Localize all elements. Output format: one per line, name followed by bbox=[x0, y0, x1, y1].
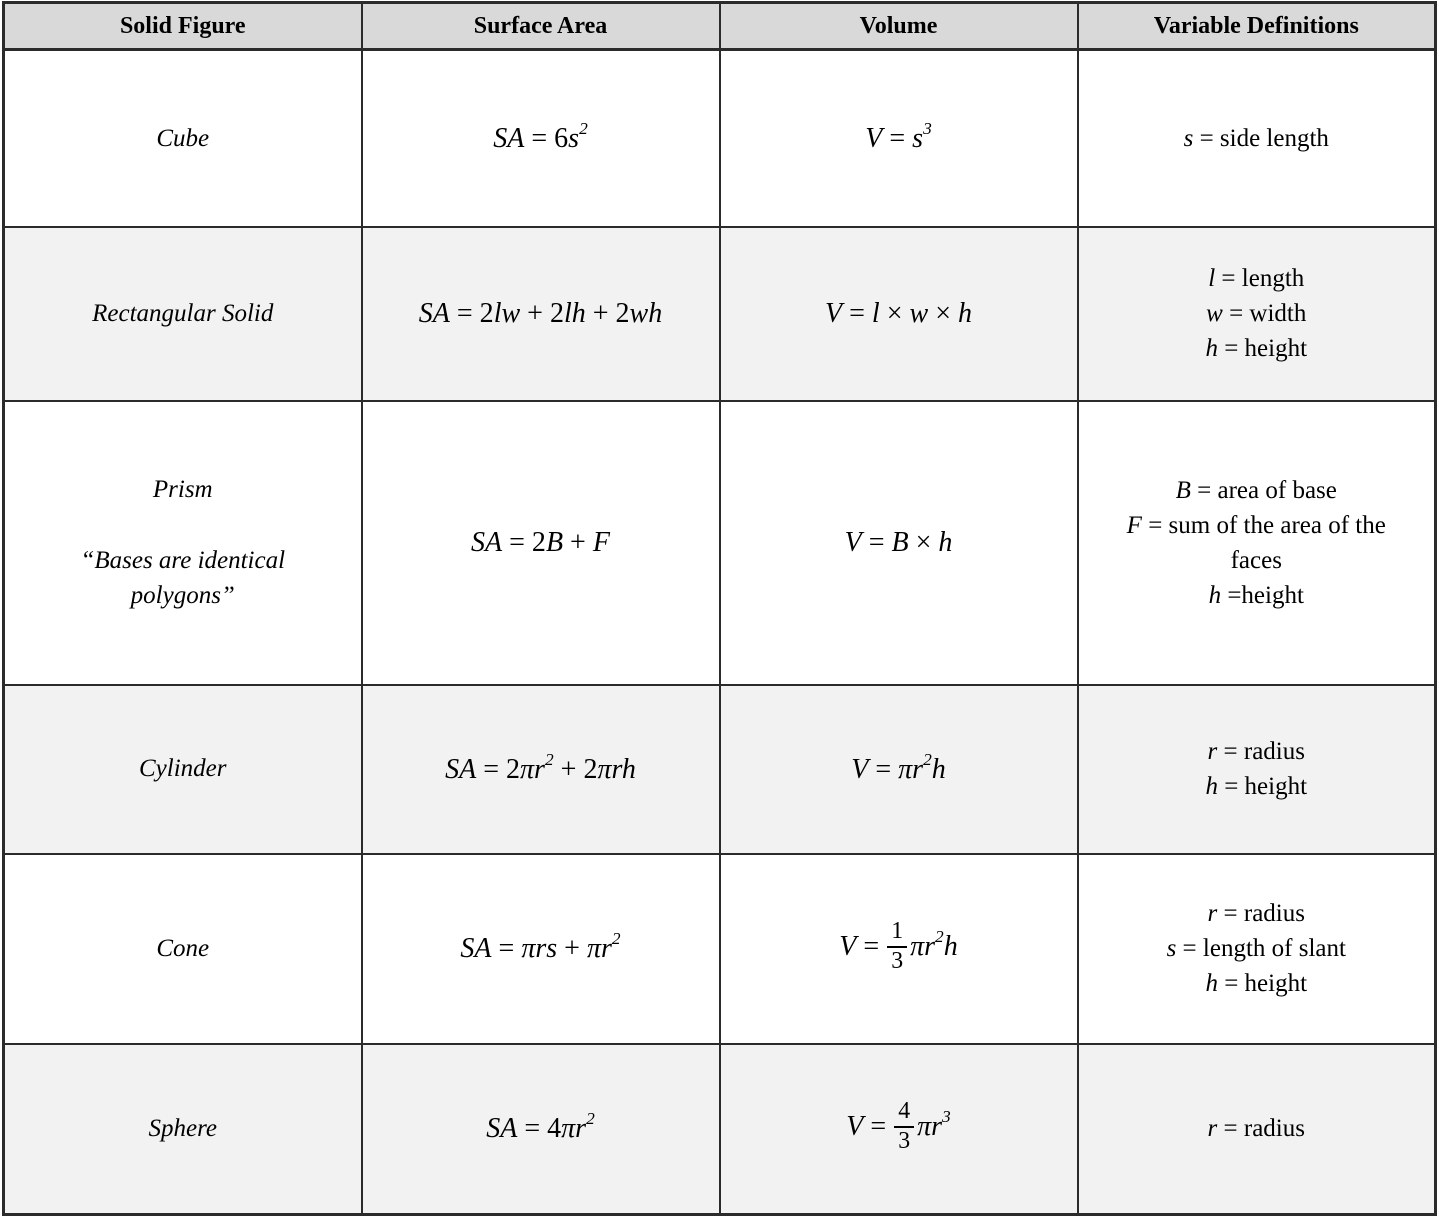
variable-definitions bbox=[1111, 896, 1401, 1001]
math-var: B bbox=[545, 527, 564, 558]
math-text: = height bbox=[1217, 773, 1308, 800]
math-text: = bbox=[882, 122, 913, 154]
math-text: = 4 bbox=[517, 1113, 562, 1145]
math-var: Cone bbox=[156, 934, 210, 962]
cell-surface-area bbox=[362, 854, 720, 1044]
math-var: lh bbox=[563, 298, 586, 329]
math-var: w bbox=[909, 298, 929, 329]
surface-area-formula bbox=[371, 525, 711, 560]
math-var: h bbox=[1205, 335, 1218, 362]
superscript: 2 bbox=[579, 118, 588, 138]
math-var: l bbox=[871, 298, 880, 329]
volume-formula bbox=[729, 920, 1069, 977]
table-row bbox=[4, 685, 1436, 854]
cell-surface-area bbox=[362, 685, 720, 854]
math-var: h bbox=[943, 930, 958, 962]
figure-name bbox=[48, 751, 318, 787]
math-var: SA bbox=[486, 1113, 518, 1145]
variable-definitions bbox=[1111, 1111, 1401, 1146]
superscript: 2 bbox=[586, 1109, 595, 1129]
math-text: + 2 bbox=[520, 298, 564, 329]
math-var: h bbox=[1205, 970, 1218, 997]
math-var: wh bbox=[629, 298, 663, 329]
cell-surface-area bbox=[362, 1044, 720, 1215]
cell-surface-area bbox=[362, 50, 720, 227]
math-text: = bbox=[861, 527, 892, 558]
math-var: πr bbox=[917, 1111, 943, 1143]
math-var: SA bbox=[460, 933, 492, 964]
math-var: h bbox=[957, 298, 972, 329]
math-text: = bbox=[863, 1111, 894, 1143]
fraction: $\frac{1}{3}$ bbox=[887, 918, 907, 975]
surface-area-formula bbox=[371, 931, 711, 966]
cell-volume bbox=[720, 227, 1078, 401]
math-var: B bbox=[891, 527, 909, 558]
cell-definitions bbox=[1078, 227, 1436, 401]
text-line bbox=[48, 751, 318, 787]
math-var: πr bbox=[910, 930, 936, 962]
math-var: SA bbox=[493, 122, 525, 154]
text-line bbox=[48, 1111, 318, 1147]
cell-figure bbox=[4, 50, 362, 227]
math-var: πrs bbox=[521, 933, 558, 964]
table-row bbox=[4, 401, 1436, 685]
cell-figure bbox=[4, 854, 362, 1044]
cell-figure bbox=[4, 227, 362, 401]
math-var: V bbox=[839, 930, 857, 962]
text-line bbox=[1111, 578, 1401, 613]
math-var: V bbox=[851, 753, 869, 785]
math-text: × bbox=[908, 527, 939, 558]
math-var: B bbox=[1175, 476, 1191, 504]
math-text: + 2 bbox=[553, 753, 598, 785]
text-line bbox=[1111, 261, 1401, 296]
math-var: r bbox=[1207, 1115, 1218, 1143]
table-row bbox=[4, 1044, 1436, 1215]
math-var: F bbox=[592, 527, 610, 558]
volume-formula bbox=[729, 118, 1069, 156]
math-var: h bbox=[938, 527, 953, 558]
text-line bbox=[1111, 121, 1401, 156]
math-text: = 2 bbox=[476, 753, 521, 785]
math-var: lw bbox=[493, 298, 521, 329]
text-line bbox=[48, 931, 318, 967]
header-volume: Volume bbox=[720, 3, 1078, 50]
figure-name bbox=[48, 472, 318, 614]
math-var: V bbox=[825, 298, 843, 329]
math-text: = bbox=[491, 933, 522, 964]
surface-area-formula bbox=[371, 1111, 711, 1146]
cell-surface-area bbox=[362, 401, 720, 685]
math-text: = 2 bbox=[502, 527, 546, 558]
cell-figure bbox=[4, 401, 362, 685]
math-var: Cylinder bbox=[139, 755, 227, 783]
math-var: F bbox=[1126, 511, 1142, 539]
header-variable-definitions: Variable Definitions bbox=[1078, 3, 1436, 50]
figure-name bbox=[48, 931, 318, 967]
superscript: 3 bbox=[942, 1107, 951, 1127]
cell-definitions bbox=[1078, 685, 1436, 854]
math-text: = height bbox=[1217, 335, 1308, 362]
volume-formula bbox=[729, 525, 1069, 560]
table-row bbox=[4, 854, 1436, 1044]
cell-definitions bbox=[1078, 854, 1436, 1044]
variable-definitions bbox=[1111, 261, 1401, 366]
math-var: πr bbox=[898, 753, 924, 785]
text-line bbox=[1111, 1111, 1401, 1146]
fraction: $\frac{4}{3}$ bbox=[894, 1098, 914, 1155]
math-var: Sphere bbox=[148, 1115, 217, 1142]
text-line bbox=[1111, 966, 1401, 1001]
math-var: V bbox=[865, 122, 883, 154]
text-line bbox=[48, 507, 318, 543]
cell-volume bbox=[720, 50, 1078, 227]
math-var: r bbox=[1207, 900, 1218, 927]
variable-definitions bbox=[1111, 734, 1401, 804]
math-var: s bbox=[1166, 935, 1177, 962]
cell-definitions bbox=[1078, 401, 1436, 685]
math-text: =height bbox=[1221, 581, 1304, 609]
surface-area-formula bbox=[371, 118, 711, 156]
math-text: × bbox=[879, 298, 910, 329]
cell-figure bbox=[4, 685, 362, 854]
math-text: = side length bbox=[1193, 124, 1329, 152]
math-text: = radius bbox=[1217, 1115, 1305, 1143]
cell-surface-area bbox=[362, 227, 720, 401]
header-solid-figure: Solid Figure bbox=[4, 3, 362, 50]
math-var: r bbox=[1207, 738, 1218, 765]
math-text: = sum of the area of the faces bbox=[1141, 511, 1386, 574]
math-var: h bbox=[1205, 773, 1218, 800]
math-text: = 2 bbox=[449, 298, 494, 329]
text-line bbox=[48, 121, 318, 157]
math-text: = radius bbox=[1217, 900, 1305, 927]
math-text: + 2 bbox=[585, 298, 630, 329]
variable-definitions bbox=[1111, 473, 1401, 613]
text-line bbox=[1111, 931, 1401, 966]
math-var: πr bbox=[586, 933, 612, 964]
math-var: Rectangular Solid bbox=[92, 299, 274, 327]
math-var: “Bases are identical polygons” bbox=[80, 546, 286, 609]
cell-definitions bbox=[1078, 50, 1436, 227]
cell-definitions bbox=[1078, 1044, 1436, 1215]
math-text: = area of base bbox=[1190, 476, 1337, 504]
figure-name bbox=[48, 296, 318, 332]
surface-area-formula bbox=[371, 296, 711, 331]
text-line bbox=[1111, 508, 1401, 578]
math-text: = length bbox=[1215, 265, 1305, 292]
math-var: πr bbox=[520, 753, 545, 785]
surface-area-formula bbox=[371, 749, 711, 787]
text-line bbox=[48, 296, 318, 332]
figure-name bbox=[48, 121, 318, 157]
math-text: = width bbox=[1222, 300, 1307, 327]
text-line bbox=[1111, 473, 1401, 508]
math-var: πr bbox=[561, 1113, 587, 1145]
header-surface-area: Surface Area bbox=[362, 3, 720, 50]
math-var: SA bbox=[445, 753, 477, 785]
superscript: 2 bbox=[611, 929, 621, 949]
cell-figure bbox=[4, 1044, 362, 1215]
table-row bbox=[4, 50, 1436, 227]
table-row bbox=[4, 227, 1436, 401]
text-line bbox=[1111, 896, 1401, 931]
text-line bbox=[1111, 296, 1401, 331]
math-var: s bbox=[568, 122, 580, 154]
cell-volume bbox=[720, 685, 1078, 854]
variable-definitions bbox=[1111, 121, 1401, 156]
math-text: = bbox=[856, 930, 887, 962]
text-line bbox=[1111, 769, 1401, 804]
math-text: = height bbox=[1217, 970, 1308, 997]
math-var: SA bbox=[471, 527, 503, 558]
superscript: 2 bbox=[923, 749, 932, 769]
math-var: Cube bbox=[156, 124, 210, 152]
cell-volume bbox=[720, 401, 1078, 685]
math-text: = 6 bbox=[524, 122, 569, 154]
math-var: V bbox=[844, 527, 862, 558]
text-line bbox=[1111, 734, 1401, 769]
superscript: 3 bbox=[923, 118, 932, 138]
volume-formula bbox=[729, 749, 1069, 787]
text-line bbox=[48, 543, 318, 614]
cell-volume bbox=[720, 1044, 1078, 1215]
math-var: Prism bbox=[152, 475, 213, 503]
math-text: = bbox=[868, 753, 899, 785]
math-var: h bbox=[931, 753, 946, 785]
math-var: h bbox=[1208, 581, 1222, 609]
text-line bbox=[48, 472, 318, 508]
superscript: 2 bbox=[544, 749, 554, 769]
math-var: s bbox=[912, 122, 924, 154]
volume-formula bbox=[729, 296, 1069, 331]
volume-formula bbox=[729, 1100, 1069, 1157]
cell-volume bbox=[720, 854, 1078, 1044]
math-var: w bbox=[1206, 300, 1223, 327]
table-header bbox=[4, 3, 1436, 50]
math-text: + bbox=[557, 933, 587, 964]
figure-name bbox=[48, 1111, 318, 1147]
math-text: = radius bbox=[1217, 738, 1305, 765]
math-var: l bbox=[1208, 265, 1216, 292]
math-var: s bbox=[1183, 124, 1194, 152]
math-text: = length of slant bbox=[1176, 935, 1346, 962]
math-var: SA bbox=[418, 298, 450, 329]
superscript: 2 bbox=[935, 927, 944, 946]
math-var: πrh bbox=[597, 753, 636, 785]
header-row bbox=[4, 3, 1436, 50]
math-var: V bbox=[846, 1111, 864, 1143]
math-text: = bbox=[842, 298, 872, 329]
math-text: × bbox=[928, 298, 958, 329]
math-text: + bbox=[563, 527, 593, 558]
formula-table bbox=[2, 1, 1437, 1216]
table-body bbox=[4, 50, 1436, 1215]
text-line bbox=[1111, 331, 1401, 366]
